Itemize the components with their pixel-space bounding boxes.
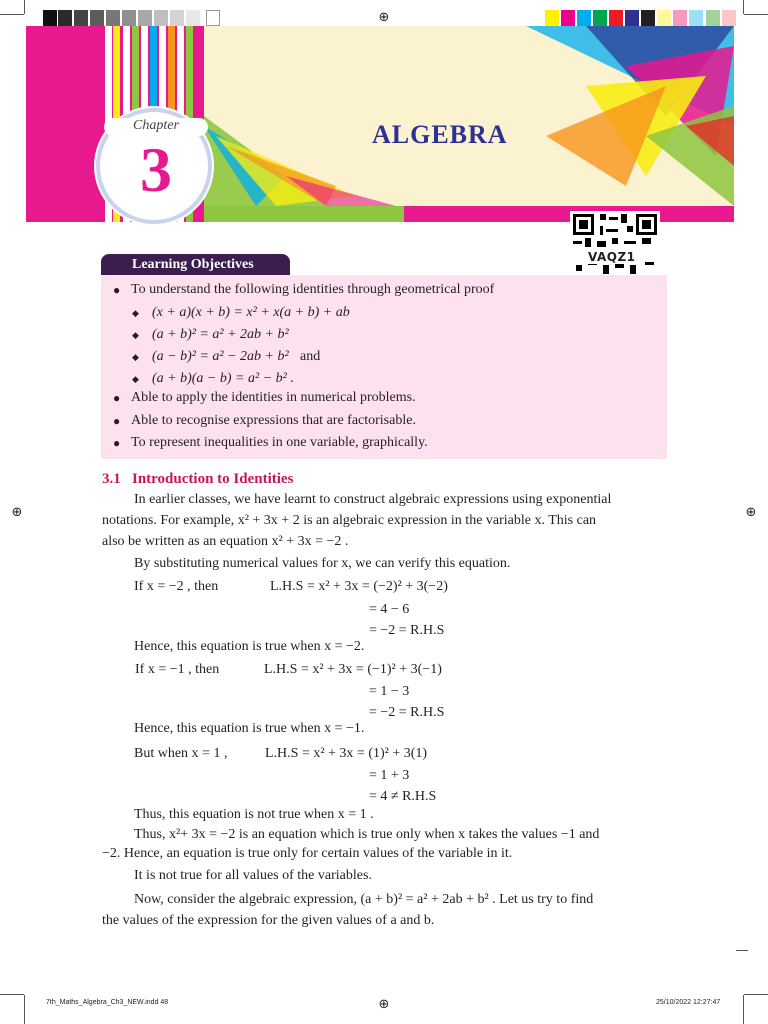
example-step: = 4 ≠ R.H.S [369,789,437,804]
identity-item: (a + b)(a − b) = a² − b² . [152,371,294,386]
example-step: = 4 − 6 [369,602,410,617]
paragraph-line: −2. Hence, an equation is true only for certain values of the variable in it. [102,846,513,861]
example-step: = −2 = R.H.S [369,623,445,638]
paragraph-line: the values of the expression for the given values of a and b. [102,913,435,928]
bullet-icon: ● [113,391,121,405]
paragraph-line: notations. For example, x² + 3x + 2 is an algebraic expression in the variable x. This can [102,513,597,528]
print-datetime: 25/10/2022 12:27:47 [656,999,721,1006]
identity-item: (x + a)(x + b) = x² + x(a + b) + ab [152,305,350,320]
example-conclusion: Thus, this equation is not true when x = 1 . [134,807,374,822]
example-conclusion: Hence, this equation is true when x = −1. [134,721,365,736]
crop-mark [744,14,768,15]
paragraph-line: also be written as an equation x² + 3x = −2 . [102,534,349,549]
example-step: = 1 − 3 [369,684,410,699]
paragraph-line: Thus, x²+ 3x = −2 is an equation which is true only when x takes the values −1 and [134,827,600,842]
section-heading [102,471,293,488]
example-lhs: L.H.S = x² + 3x = (−2)² + 3(−2) [270,579,448,594]
example-condition: If x = −1 , then [135,662,220,677]
objective-intro: To understand the following identities through geometrical proof [131,282,495,297]
crop-mark [736,950,748,951]
section-title: Introduction to Identities [132,471,294,487]
learning-objectives-tab: Learning Objectives [101,254,290,276]
registration-mark-icon: ⊕ [378,10,390,25]
paragraph-line: By substituting numerical values for x, we can verify this equation. [134,556,511,571]
registration-mark-icon: ⊕ [378,997,390,1012]
example-condition: But when x = 1 , [134,746,228,761]
example-step: = 1 + 3 [369,768,410,783]
registration-mark-icon: ⊕ [745,505,757,520]
chapter-number: 3 [140,134,172,205]
qr-code-text: VAQZ1 [588,250,636,264]
registration-mark-icon: ⊕ [11,505,23,520]
learning-objectives-box [101,275,667,459]
crop-mark [744,994,768,995]
diamond-bullet-icon: ◆ [132,331,139,341]
paragraph-line: In earlier classes, we have learnt to construct algebraic expressions using exponential [134,492,612,507]
section-number: 3.1 [102,471,121,487]
crop-mark [0,14,24,15]
diamond-bullet-icon: ◆ [132,353,139,363]
objective-item: Able to recognise expressions that are factorisable. [131,413,416,428]
example-step: = −2 = R.H.S [369,705,445,720]
identity-item: (a − b)² = a² − 2ab + b² [152,349,289,364]
example-condition: If x = −2 , then [134,579,219,594]
identity-and: and [300,349,321,364]
bullet-icon: ● [113,414,121,428]
file-slug: 7th_Maths_Algebra_Ch3_NEW.indd 48 [46,999,169,1006]
objective-item: Able to apply the identities in numerical problems. [131,390,416,405]
crop-mark [24,0,25,14]
bullet-icon: ● [113,283,121,297]
paragraph-line: It is not true for all values of the variables. [134,868,372,883]
paragraph-line: Now, consider the algebraic expression, (a + b)² = a² + 2ab + b² . Let us try to find [134,892,594,907]
crop-mark [743,0,744,14]
identity-item: (a + b)² = a² + 2ab + b² [152,327,289,342]
chapter-label: Chapter [104,118,208,136]
crop-mark [24,995,25,1024]
example-lhs: L.H.S = x² + 3x = (1)² + 3(1) [265,746,428,761]
diamond-bullet-icon: ◆ [132,375,139,385]
crop-mark [0,994,24,995]
example-conclusion: Hence, this equation is true when x = −2. [134,639,365,654]
bullet-icon: ● [113,436,121,450]
example-lhs: L.H.S = x² + 3x = (−1)² + 3(−1) [264,662,442,677]
chapter-title: ALGEBRA [372,120,508,149]
crop-mark [743,995,744,1024]
diamond-bullet-icon: ◆ [132,309,139,319]
objective-item: To represent inequalities in one variable, graphically. [131,435,428,450]
